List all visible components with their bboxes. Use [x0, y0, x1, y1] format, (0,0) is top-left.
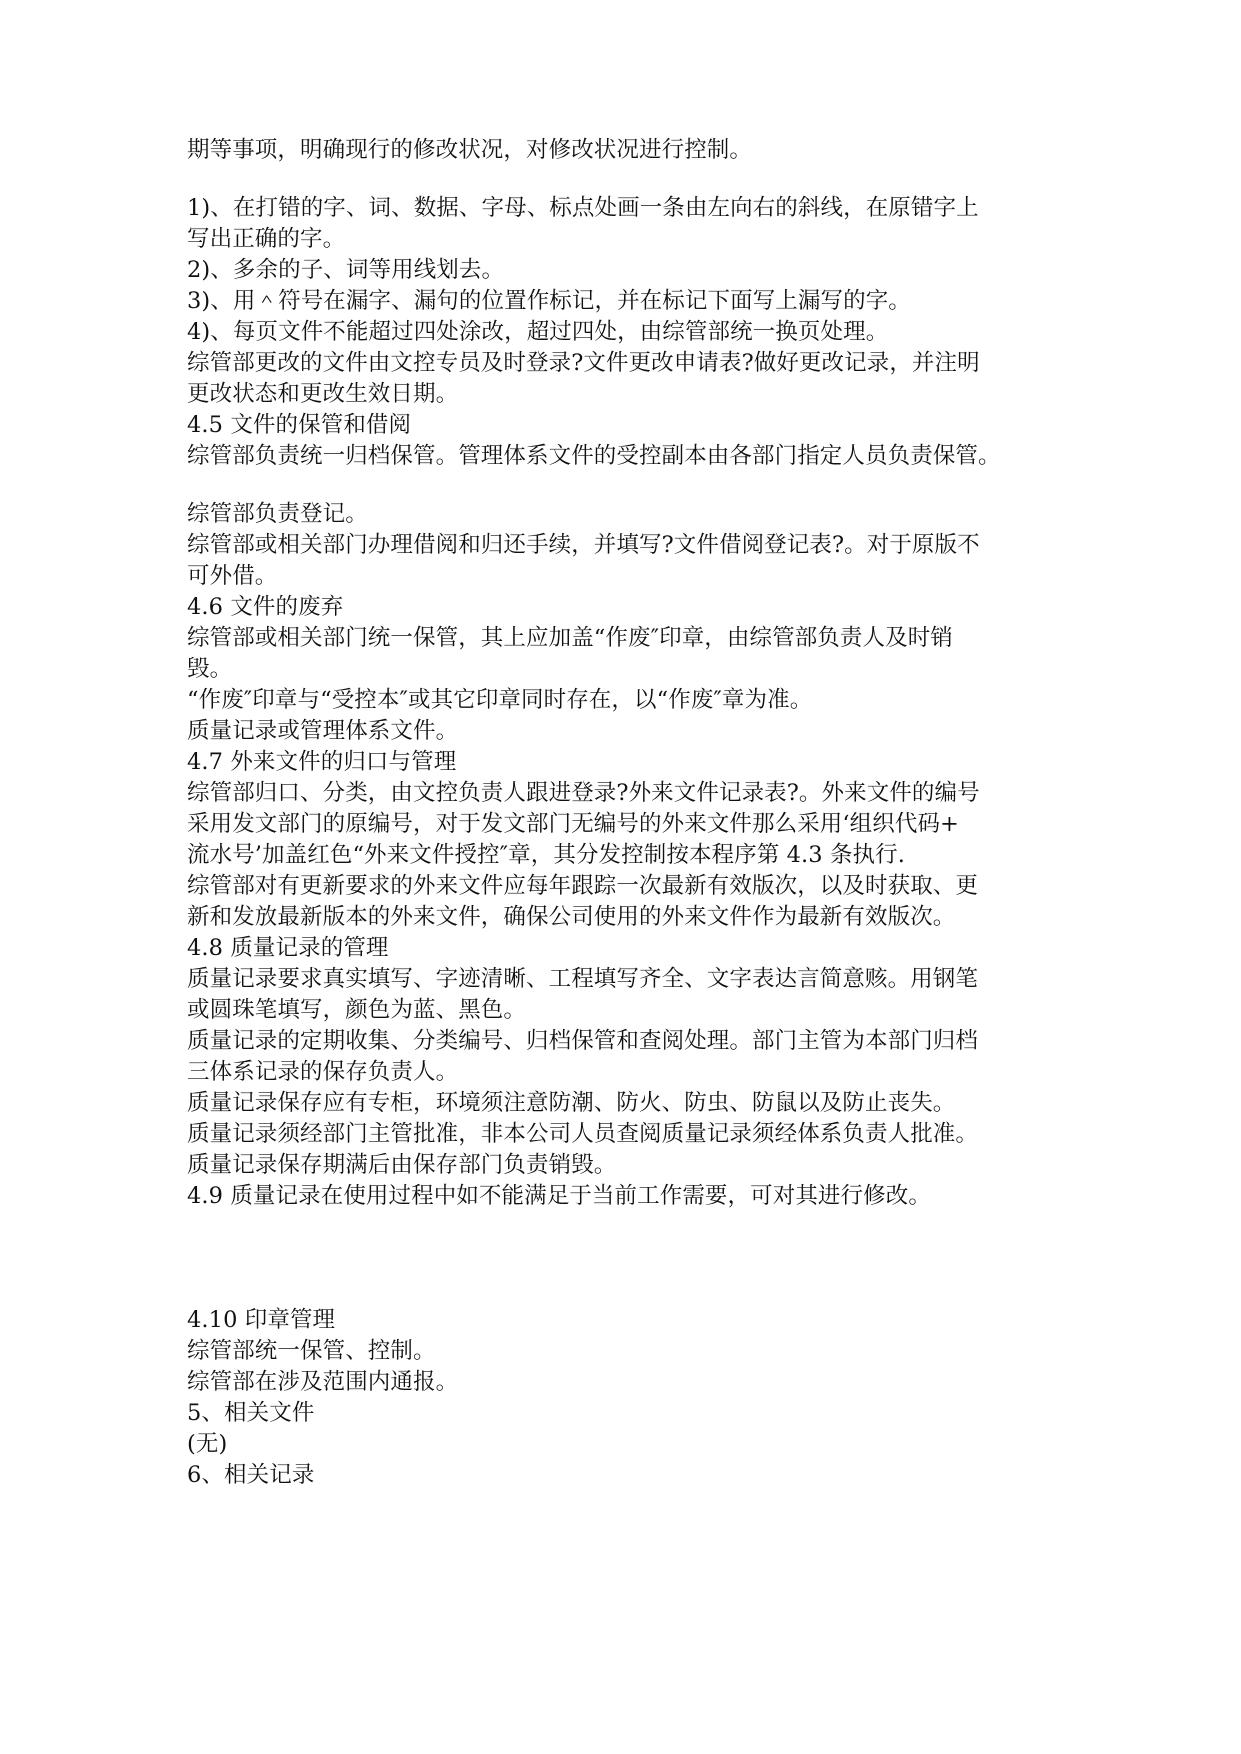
text-line: 可外借。 — [187, 563, 278, 589]
section-heading: 6、相关记录 — [187, 1462, 315, 1488]
text-line: 三体系记录的保存负责人。 — [187, 1059, 459, 1085]
text-line: 或圆珠笔填写，颜色为蓝、黑色。 — [187, 997, 527, 1023]
text-line: 新和发放最新版本的外来文件，确保公司使用的外来文件作为最新有效版次。 — [187, 904, 956, 930]
section-heading: 4.5 文件的保管和借阅 — [187, 412, 412, 438]
text-line: 综管部统一保管、控制。 — [187, 1338, 436, 1364]
section-heading: 4.9 质量记录在使用过程中如不能满足于当前工作需要，可对其进行修改。 — [187, 1183, 931, 1209]
text-line: 采用发文部门的原编号，对于发文部门无编号的外来文件那么采用‘组织代码+ — [187, 811, 960, 837]
text-line: 综管部或相关部门统一保管，其上应加盖“作废″印章，由综管部负责人及时销 — [187, 625, 953, 651]
text-line: (无) — [187, 1431, 228, 1457]
text-line: 更改状态和更改生效日期。 — [187, 381, 459, 407]
text-line: 综管部对有更新要求的外来文件应每年跟踪一次最新有效版次，以及时获取、更 — [187, 873, 979, 899]
text-line: 质量记录须经部门主管批准，非本公司人员查阅质量记录须经体系负责人批准。 — [187, 1121, 979, 1147]
text-line: 质量记录或管理体系文件。 — [187, 718, 459, 744]
text-line: 1)、在打错的字、词、数据、字母、标点处画一条由左向右的斜线，在原错字上 — [187, 195, 979, 221]
text-line: 综管部负责统一归档保管。管理体系文件的受控副本由各部门指定人员负责保管。 — [187, 443, 1001, 469]
text-line: 期等事项，明确现行的修改状况，对修改状况进行控制。 — [187, 137, 753, 163]
text-line: 质量记录保存期满后由保存部门负责销毁。 — [187, 1152, 617, 1178]
text-line: 2)、多余的子、词等用线划去。 — [187, 257, 505, 283]
text-line: 毁。 — [187, 656, 233, 682]
text-line: 综管部负责登记。 — [187, 501, 368, 527]
section-heading: 4.8 质量记录的管理 — [187, 935, 389, 961]
text-line: 质量记录的定期收集、分类编号、归档保管和查阅处理。部门主管为本部门归档 — [187, 1028, 979, 1054]
text-line: 综管部更改的文件由文控专员及时登录?文件更改申请表?做好更改记录，并注明 — [187, 350, 980, 376]
text-line: 综管部在涉及范围内通报。 — [187, 1369, 459, 1395]
text-line: “作废″印章与“受控本″或其它印章同时存在，以“作废″章为准。 — [187, 687, 813, 713]
text-line: 综管部归口、分类，由文控负责人跟进登录?外来文件记录表?。外来文件的编号 — [187, 780, 980, 806]
text-line: 4)、每页文件不能超过四处涂改，超过四处，由综管部统一换页处理。 — [187, 319, 889, 345]
text-line: 写出正确的字。 — [187, 226, 346, 252]
section-heading: 4.6 文件的废弃 — [187, 594, 344, 620]
text-line: 流水号’加盖红色“外来文件授控″章，其分发控制按本程序第 4.3 条执行. — [187, 842, 905, 868]
text-line: 质量记录保存应有专柜，环境须注意防潮、防火、防虫、防鼠以及防止丧失。 — [187, 1090, 956, 1116]
text-line: 3)、用＾符号在漏字、漏句的位置作标记，并在标记下面写上漏写的字。 — [187, 288, 911, 314]
section-heading: 5、相关文件 — [187, 1400, 315, 1426]
section-heading: 4.10 印章管理 — [187, 1307, 336, 1333]
text-line: 质量记录要求真实填写、字迹清晰、工程填写齐全、文字表达言简意赅。用钢笔 — [187, 966, 979, 992]
text-line: 综管部或相关部门办理借阅和归还手续，并填写?文件借阅登记表?。对于原版不 — [187, 532, 980, 558]
section-heading: 4.7 外来文件的归口与管理 — [187, 749, 457, 775]
